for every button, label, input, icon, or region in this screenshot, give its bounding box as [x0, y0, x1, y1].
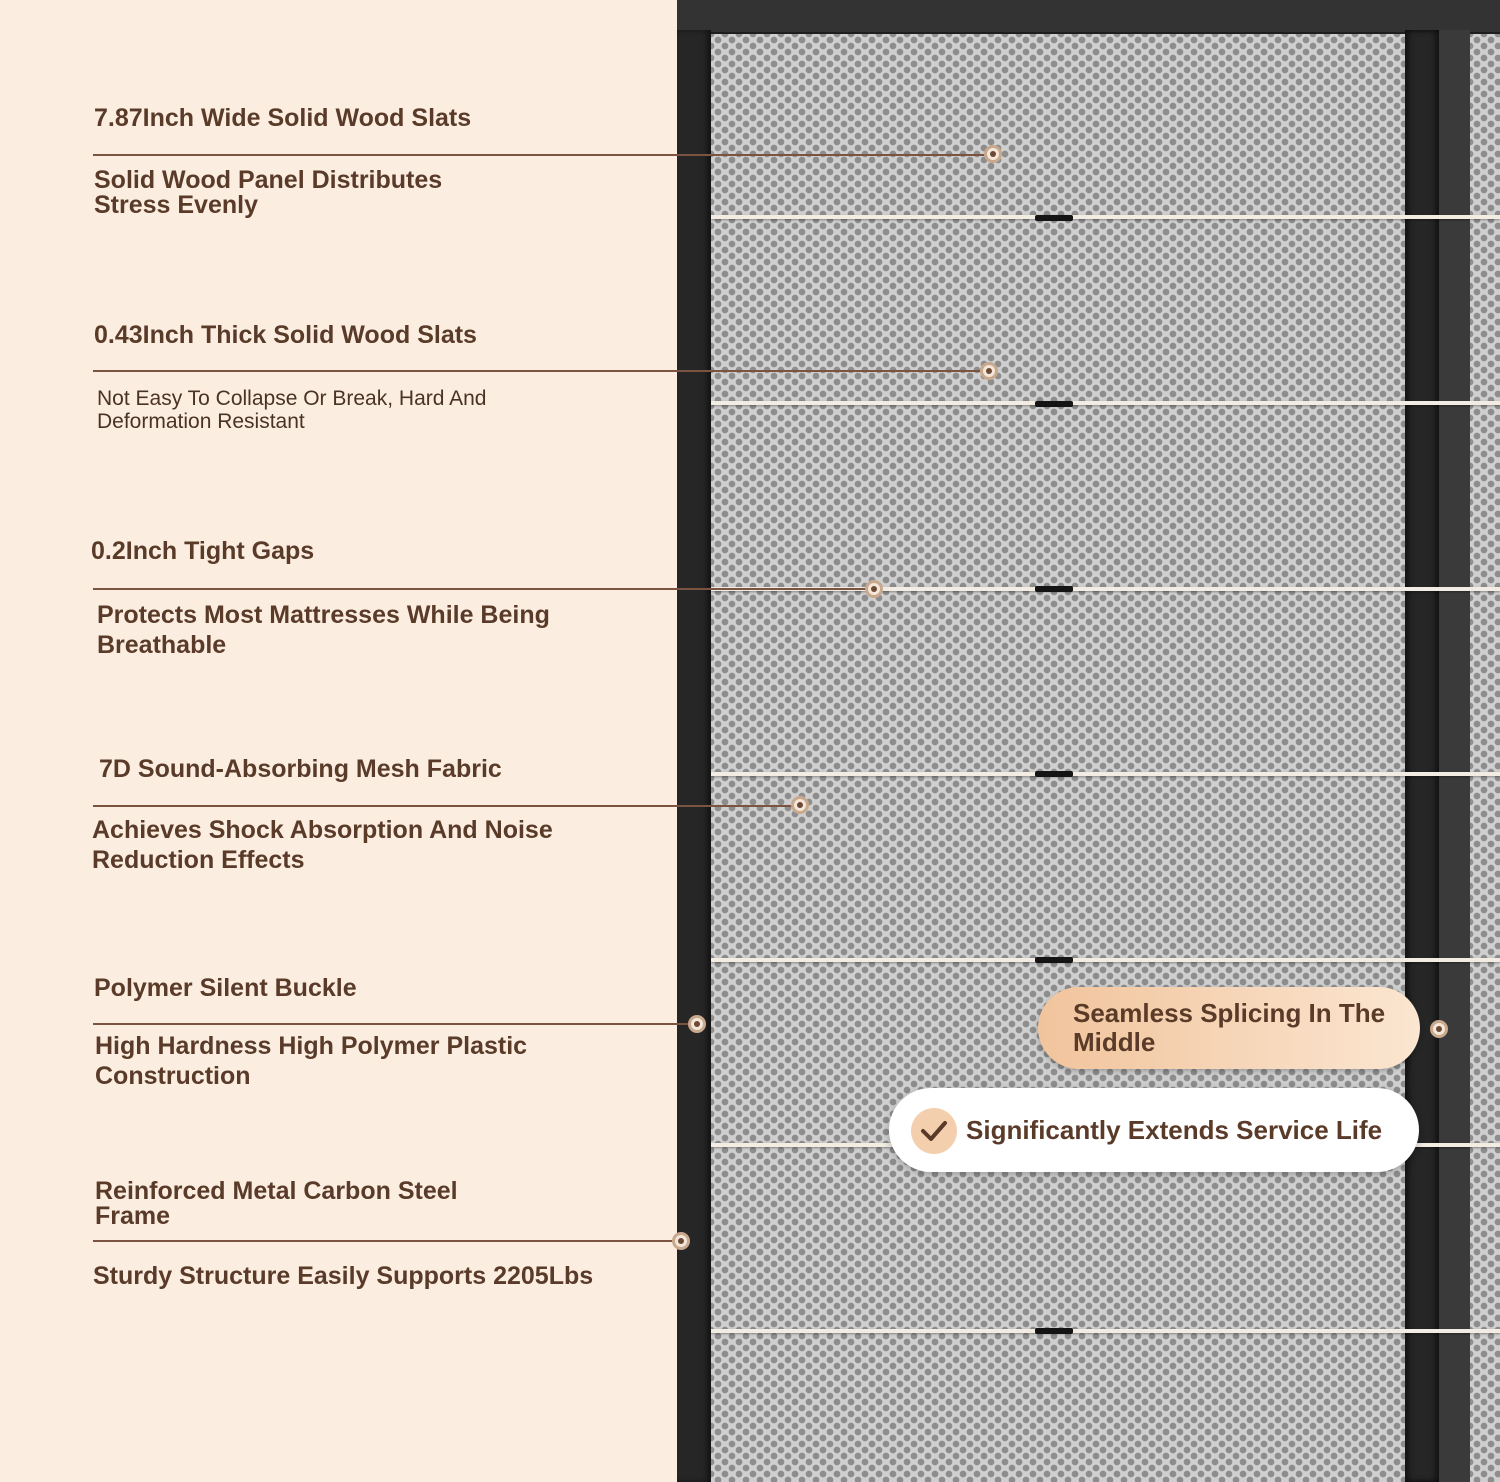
feature-title: Reinforced Metal Carbon Steel Frame — [95, 1177, 458, 1230]
feature-title: 7.87Inch Wide Solid Wood Slats — [94, 104, 472, 132]
silent-buckle — [1035, 1328, 1073, 1334]
feature-title: 0.2Inch Tight Gaps — [91, 537, 315, 565]
pointer-dot — [791, 796, 809, 814]
frame-right-rail — [1439, 30, 1470, 1482]
feature-description: Achieves Shock Absorption And Noise Reduction Effects — [92, 816, 553, 874]
mesh-fabric-surface — [711, 34, 1405, 1482]
splice-callout-text: Seamless Splicing In The Middle — [1073, 998, 1386, 1057]
leader-line — [93, 1240, 681, 1242]
checkmark-icon — [911, 1108, 957, 1154]
pointer-dot — [984, 145, 1002, 163]
feature-description: Solid Wood Panel Distributes Stress Evenly — [94, 166, 443, 219]
silent-buckle — [1035, 957, 1073, 963]
leader-line — [93, 370, 989, 372]
leader-line — [93, 805, 800, 807]
frame-left-rail — [677, 30, 711, 1482]
slat-gap — [711, 1329, 1500, 1333]
pointer-dot — [980, 362, 998, 380]
silent-buckle — [1035, 401, 1073, 407]
feature-description: Sturdy Structure Easily Supports 2205Lbs — [93, 1262, 594, 1290]
slat-gap — [711, 401, 1500, 405]
frame-center-rail — [1405, 30, 1439, 1482]
leader-line — [93, 154, 993, 156]
pointer-dot — [688, 1015, 706, 1033]
service-life-callout-text: Significantly Extends Service Life — [966, 1115, 1383, 1145]
silent-buckle — [1035, 771, 1073, 777]
frame-top-rail — [677, 0, 1500, 34]
service-life-callout — [889, 1088, 1419, 1172]
pointer-dot — [1430, 1020, 1448, 1038]
silent-buckle — [1035, 586, 1073, 592]
slat-gap — [711, 772, 1500, 776]
splice-callout — [1038, 987, 1420, 1069]
leader-line — [93, 1023, 697, 1025]
feature-title: 0.43Inch Thick Solid Wood Slats — [94, 321, 477, 349]
pointer-dot — [672, 1232, 690, 1250]
pointer-dot — [865, 580, 883, 598]
feature-description: High Hardness High Polymer Plastic Construction — [95, 1032, 528, 1090]
mesh-fabric-surface-right — [1470, 34, 1500, 1482]
slat-gap — [711, 958, 1500, 962]
leader-line — [93, 588, 874, 590]
feature-title: 7D Sound-Absorbing Mesh Fabric — [99, 755, 502, 783]
silent-buckle — [1035, 215, 1073, 221]
feature-description: Protects Most Mattresses While Being Breathable — [97, 601, 550, 659]
feature-description: Not Easy To Collapse Or Break, Hard And Deformation Resistant — [97, 387, 487, 433]
slat-gap — [711, 215, 1500, 219]
feature-title: Polymer Silent Buckle — [94, 974, 357, 1002]
